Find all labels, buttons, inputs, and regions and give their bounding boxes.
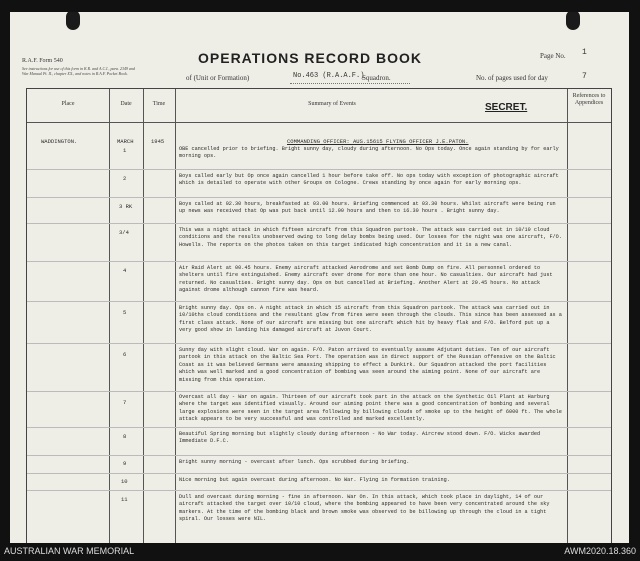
- header-references: References to Appendices: [572, 93, 606, 106]
- entry-date: 6: [123, 351, 127, 358]
- header-place: Place: [61, 101, 75, 107]
- row-divider: [27, 391, 611, 392]
- entry-date: 5: [123, 309, 127, 316]
- pages-used-label: No. of pages used for day: [476, 74, 548, 82]
- entry-date: 4: [123, 267, 127, 274]
- record-sheet: [10, 12, 629, 543]
- form-number: R.A.F. Form 540: [22, 58, 63, 64]
- table-header: [27, 89, 611, 123]
- entry-date: 11: [121, 496, 128, 503]
- entry-text: Bright sunny day. Ops on. A night attack in which 15 aircraft from this Squadron partook. The attack was carried out in 10/10ths cloud conditions and the resultant glow from fires were seen through the clouds. This since has been assessed as a first class attack. None of our aircraft are missing but one aircraft which hit by heavy flak and F/O. Belford put up a very good show in landing his damaged aircraft at Juvon Court.: [179, 305, 562, 334]
- binder-hole-right: [566, 12, 580, 30]
- entry-date: 1: [123, 147, 127, 154]
- entry-text: Bright sunny morning - overcast after lunch. Ops scrubbed during briefing.: [179, 459, 410, 465]
- entry-text: Air Raid Alert at 00.45 hours. Enemy aircraft attacked Aerodrome and set Bomb Dump on fire. All personnel ordered to shelters until fire extinguished. Enemy aircraft over drome for more than one hour. No casualties. Our aircraft had just returned. No casualties. Bright sunny day. Ops on but cancelled at Briefing. Another Alert at 20.45 hours. No attack against drome although cannon fire was heard.: [179, 265, 553, 294]
- entry-text: Boys called early but Op once again cancelled 1 hour before take off. No ops today with exception of photographic aircraft which is detailed to operate with other Groups on Cologne. Crews standing by once again for early morning ops.: [179, 173, 559, 187]
- unit-dotted-line: [290, 83, 410, 84]
- archive-reference: AWM2020.18.360: [564, 546, 636, 556]
- entry-text: This was a night attack in which fifteen aircraft from this Squadron partook. The attack was carried out in 10/10 cloud conditions and the results unobserved owing to long delay bombs being used. Our losses for the night was one aircraft, F/O. Howells. The reports on the photos taken on this target indicated high concentration and it is a new canal.: [179, 227, 562, 248]
- month-value: MARCH: [117, 138, 134, 145]
- unit-label: of (Unit or Formation): [186, 74, 250, 82]
- binder-hole-left: [66, 12, 80, 30]
- unit-value: No.463 (R.A.A.F.): [293, 72, 365, 80]
- entry-date: 3 RK: [119, 203, 133, 210]
- row-divider: [27, 197, 611, 198]
- squadron-label: Squadron.: [362, 74, 391, 82]
- entry-date: 2: [123, 175, 127, 182]
- operations-table: [26, 88, 612, 543]
- entry-text: OBE cancelled prior to briefing. Bright sunny day, cloudy during afternoon. No Ops today. Once again standing by for early morning ops.: [179, 146, 559, 160]
- row-divider: [27, 169, 611, 170]
- page-value: 1: [582, 48, 587, 57]
- year-value: 1945: [151, 138, 165, 145]
- secret-stamp: SECRET.: [485, 102, 528, 113]
- row-divider: [27, 261, 611, 262]
- entry-date: 9: [123, 460, 127, 467]
- column-divider: [175, 89, 176, 543]
- row-divider: [27, 490, 611, 491]
- header-time: Time: [152, 101, 166, 107]
- entry-text: Dull and overcast during morning - fine in afternoon. War On. In this attack, which took place in daylight, 14 of our aircraft attacked the target over 10/10 cloud, where the bombing appeared to have been very concentrated around the sky markers. At the time of the bombing black and brown smoke was observed to be billowing up through the cloud in a tight spiral. Our losses were NIL.: [179, 494, 550, 523]
- document-title: OPERATIONS RECORD BOOK: [198, 50, 422, 66]
- entry-date: 8: [123, 433, 127, 440]
- entry-text: Boys called at 02.30 hours, breakfasted at 03.00 hours. Briefing commenced at 03.30 hours. Whilst aircraft were being run up news was received that Op was put back until 12.00 hours and then to 16.30 hours . Bright sunny day.: [179, 201, 556, 215]
- entry-date: 3/4: [119, 229, 129, 236]
- entry-text: Nice morning but again overcast during afternoon. No War. Flying in formation training.: [179, 477, 450, 483]
- commanding-officer: COMMANDING OFFICER: AUS.15615 FLYING OFFICER J.E.PATON.: [287, 138, 469, 145]
- header-summary: Summary of Events: [308, 101, 356, 107]
- row-divider: [27, 223, 611, 224]
- row-divider: [27, 427, 611, 428]
- row-divider: [27, 343, 611, 344]
- entry-date: 10: [121, 478, 128, 485]
- entry-text: Overcast all day - War on again. Thirteen of our aircraft took part in the attack on the Synthetic Oil Plant at Harburg where the target was identified visually. Around our aiming point there was a good concentration of bombing and several large explosions were seen in the target area following by billowing clouds of smoke up to the height of 6000 ft. The whole attack appears to be very successful and was controlled and marked excellently.: [179, 394, 562, 423]
- pages-used-value: 7: [582, 72, 587, 81]
- column-divider: [109, 89, 110, 543]
- row-divider: [27, 455, 611, 456]
- place-value: WADDINGTON.: [41, 138, 78, 145]
- row-divider: [27, 473, 611, 474]
- row-divider: [27, 301, 611, 302]
- archive-credit: AUSTRALIAN WAR MEMORIAL: [4, 546, 135, 556]
- entry-text: Beautiful Spring morning but slightly cloudy during afternoon - No War today. Aircrew stood down. F/O. Wicks awarded Immediate D.F.C.: [179, 431, 541, 445]
- column-divider: [567, 89, 568, 543]
- page-label: Page No.: [540, 52, 566, 60]
- entry-text: Sunny day with slight cloud. War on again. F/O. Paton arrived to eventually assume Adjutant duties. Ten of our aircraft partook in this attack on the Baltic Sea Port. The operation was in direct support of the Russian offensive on the Baltic Coast as it was believed Germans were amassing shipping to effect a Dunkirk. Our Squadron attacked the port facilities which was well marked and a good concentration of bombing was seen around the aiming point. None of our aircraft are missing from this operation.: [179, 347, 556, 383]
- form-instructions: See instructions for use of this form in K.R. and A.C.I., para. 2349 and War Manual Pt. II., chapter XX., and notes in R.A.F. Pocket Book.: [22, 66, 136, 76]
- header-date: Date: [120, 101, 132, 107]
- column-divider: [143, 89, 144, 543]
- entry-date: 7: [123, 399, 127, 406]
